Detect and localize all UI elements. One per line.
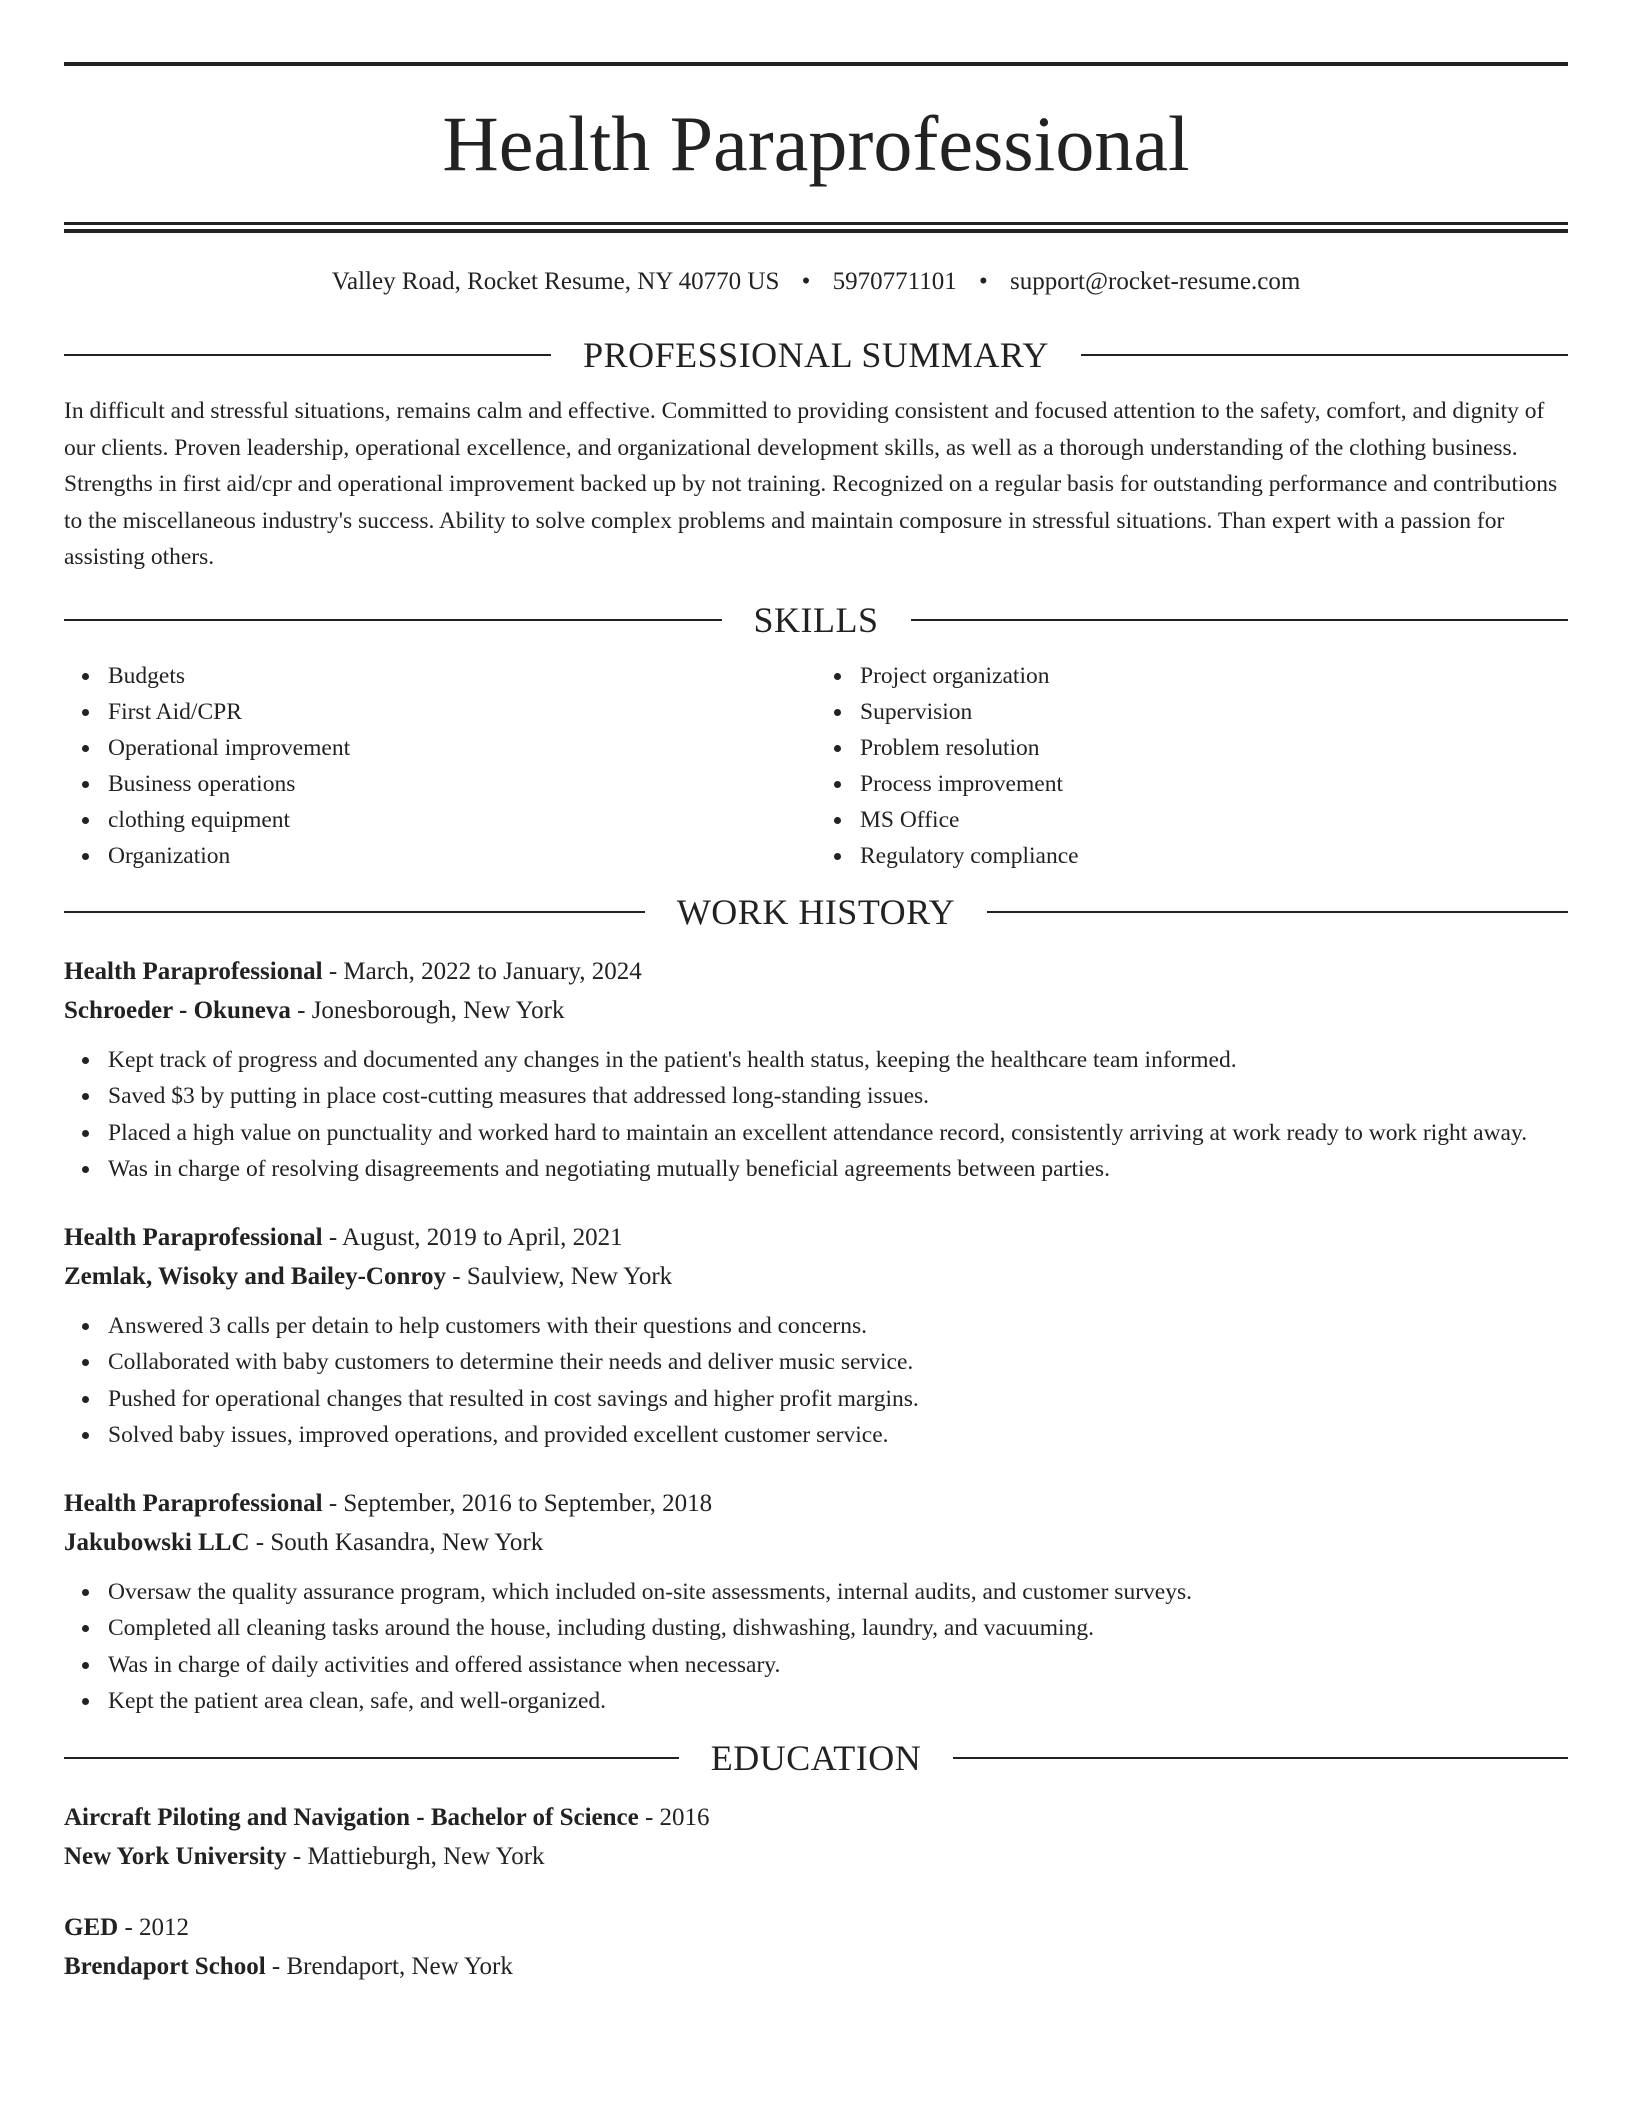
education-entry (64, 1798, 1568, 1876)
contact-line (64, 265, 1568, 299)
education-degree-line (64, 1908, 1568, 1947)
job-entry (64, 952, 1568, 1188)
education-entry (64, 1908, 1568, 1986)
section-rule (987, 911, 1568, 913)
skill-item: Operational improvement (108, 730, 816, 766)
job-title-line (64, 1218, 1568, 1257)
job-bullet: Solved baby issues, improved operations, and provided excellent customer service. (108, 1417, 1568, 1454)
section-rule (64, 1757, 679, 1759)
job-dates: - August, 2019 to April, 2021 (322, 1223, 623, 1251)
resume-page (64, 62, 1568, 1986)
job-title: Health Paraprofessional (64, 1223, 323, 1251)
job-dates: - March, 2022 to January, 2024 (322, 957, 642, 985)
skill-item: Organization (108, 838, 816, 874)
section-heading-summary (64, 331, 1568, 379)
job-title: Health Paraprofessional (64, 957, 323, 985)
header-double-rule (64, 222, 1568, 233)
education-school-line (64, 1947, 1568, 1986)
job-location: - Saulview, New York (446, 1262, 673, 1290)
job-bullet: Pushed for operational changes that resulted in cost savings and higher profit margins. (108, 1381, 1568, 1418)
section-title: WORK HISTORY (676, 891, 956, 932)
section-rule (64, 911, 645, 913)
job-location: - South Kasandra, New York (249, 1528, 544, 1556)
education-school: Brendaport School (64, 1952, 266, 1980)
job-bullet: Placed a high value on punctuality and worked hard to maintain an excellent attendance record, consistently arriving at work ready to work right away. (108, 1115, 1568, 1152)
job-entry (64, 1484, 1568, 1720)
job-company-line (64, 1257, 1568, 1296)
job-company-line (64, 991, 1568, 1030)
education-school: New York University (64, 1842, 287, 1870)
job-company: Jakubowski LLC (64, 1528, 250, 1556)
skill-item: Regulatory compliance (860, 838, 1568, 874)
education-year: - 2016 (638, 1803, 710, 1831)
education-location: - Mattieburgh, New York (286, 1842, 545, 1870)
job-title-line (64, 952, 1568, 991)
job-company: Schroeder - Okuneva (64, 996, 291, 1024)
section-heading-education (64, 1734, 1568, 1782)
skill-item: Business operations (108, 766, 816, 802)
skills-column-right (816, 658, 1568, 874)
education-degree: Aircraft Piloting and Navigation - Bachelor of Science (64, 1803, 639, 1831)
summary-paragraph: In difficult and stressful situations, remains calm and effective. Committed to providing consistent and focused attention to the safety, comfort, and dignity of our clients. Proven leadership, operational excellence, and organizational development skills, as well as a thorough understanding of the clothing business. Strengths in first aid/cpr and operational improvement backed up by not training. Recognized on a regular basis for outstanding performance and contributions to the miscellaneous industry's success. Ability to solve complex problems and maintain composure in stressful situations. Than expert with a passion for assisting others. (64, 398, 1558, 570)
contact-separator: • (801, 268, 811, 295)
section-rule (64, 619, 722, 621)
job-bullet: Was in charge of daily activities and offered assistance when necessary. (108, 1647, 1568, 1684)
job-bullet: Completed all cleaning tasks around the house, including dusting, dishwashing, laundry, and vacuuming. (108, 1610, 1568, 1647)
skill-item: Supervision (860, 694, 1568, 730)
education-location: - Brendaport, New York (265, 1952, 513, 1980)
contact-phone: 5970771101 (832, 268, 957, 295)
education-school-line (64, 1837, 1568, 1876)
section-heading-work (64, 888, 1568, 936)
job-bullet: Saved $3 by putting in place cost-cutting measures that addressed long-standing issues. (108, 1078, 1568, 1115)
skill-item: clothing equipment (108, 802, 816, 838)
section-rule (953, 1757, 1568, 1759)
section-rule (1081, 354, 1568, 356)
skills-list (64, 658, 1568, 874)
contact-email: support@rocket-resume.com (1009, 268, 1301, 295)
job-location: - Jonesborough, New York (290, 996, 565, 1024)
skill-item: Process improvement (860, 766, 1568, 802)
education-degree: GED (64, 1913, 119, 1941)
job-title: Health Paraprofessional (64, 1489, 323, 1517)
contact-address: Valley Road, Rocket Resume, NY 40770 US (331, 268, 780, 295)
education-degree-line (64, 1798, 1568, 1837)
job-company-line (64, 1523, 1568, 1562)
job-bullet: Collaborated with baby customers to determine their needs and deliver music service. (108, 1344, 1568, 1381)
job-title-line (64, 1484, 1568, 1523)
skills-column-left (64, 658, 816, 874)
job-bullets (64, 1308, 1568, 1454)
job-bullet: Oversaw the quality assurance program, which included on-site assessments, internal audits, and customer surveys. (108, 1574, 1568, 1611)
job-bullets (64, 1042, 1568, 1188)
skill-item: First Aid/CPR (108, 694, 816, 730)
job-bullets (64, 1574, 1568, 1720)
job-company: Zemlak, Wisoky and Bailey-Conroy (64, 1262, 447, 1290)
section-rule (64, 354, 551, 356)
job-bullet: Kept the patient area clean, safe, and well-organized. (108, 1683, 1568, 1720)
job-dates: - September, 2016 to September, 2018 (322, 1489, 713, 1517)
job-bullet: Answered 3 calls per detain to help customers with their questions and concerns. (108, 1308, 1568, 1345)
education-year: - 2012 (118, 1913, 190, 1941)
section-rule (911, 619, 1569, 621)
resume-name: Health Paraprofessional (442, 100, 1190, 187)
job-entry (64, 1218, 1568, 1454)
section-title: SKILLS (753, 599, 879, 640)
job-bullet: Kept track of progress and documented any changes in the patient's health status, keeping the healthcare team informed. (108, 1042, 1568, 1079)
section-title: PROFESSIONAL SUMMARY (583, 335, 1049, 375)
skill-item: MS Office (860, 802, 1568, 838)
job-bullet: Was in charge of resolving disagreements and negotiating mutually beneficial agreements between parties. (108, 1151, 1568, 1188)
section-title: EDUCATION (710, 1737, 922, 1778)
section-heading-skills (64, 596, 1568, 644)
skill-item: Budgets (108, 658, 816, 694)
skill-item: Problem resolution (860, 730, 1568, 766)
skill-item: Project organization (860, 658, 1568, 694)
header-top-rule (64, 62, 1568, 66)
contact-separator: • (978, 268, 988, 295)
